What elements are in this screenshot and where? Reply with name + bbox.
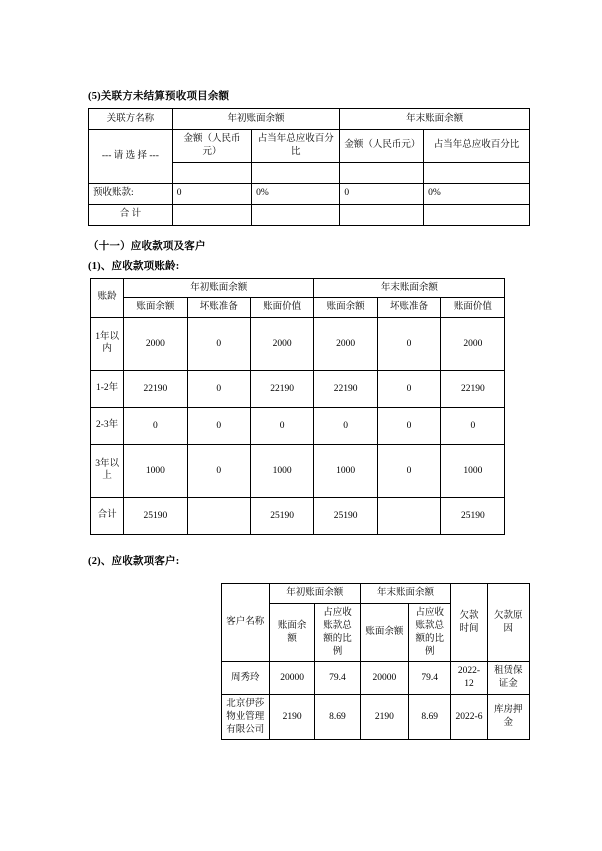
header-overdue-time: 欠款时间 — [451, 584, 487, 662]
subheader-end-book-balance: 账面余额 — [314, 298, 377, 318]
header-begin-balance: 年初账面余额 — [269, 584, 360, 604]
cell-customer-name: 周秀玲 — [221, 662, 269, 695]
cell: 0 — [187, 445, 250, 498]
cell: 1000 — [314, 445, 377, 498]
cell: 79.4 — [409, 662, 451, 695]
spacer-cell-1 — [172, 162, 251, 183]
subheader-end-amount: 金额（人民币元） — [340, 130, 424, 163]
spacer-2 — [88, 573, 530, 583]
cell: 22190 — [124, 371, 187, 408]
header-end-balance: 年末账面余额 — [360, 584, 451, 604]
cell-total-end-amount — [340, 204, 424, 225]
table-subheader-row — [91, 298, 505, 318]
cell: 0 — [187, 408, 250, 445]
table-row — [221, 694, 529, 739]
table-subheader-row — [89, 130, 530, 163]
spacer-cell-2 — [252, 162, 340, 183]
spacer-cell-3 — [340, 162, 424, 183]
cell: 2190 — [269, 694, 314, 739]
header-customer-name: 客户名称 — [221, 584, 269, 662]
cell-begin-amount: 0 — [172, 183, 251, 204]
cell: 25190 — [250, 498, 313, 535]
header-related-party-name: 关联方名称 — [89, 109, 173, 130]
subheader-end-pct: 占当年总应收百分比 — [424, 130, 530, 163]
cell: 2022-6 — [451, 694, 487, 739]
subheader-begin-pct: 占应收账款总额的比例 — [315, 604, 360, 662]
table-row — [91, 318, 505, 371]
row-label-total: 合 计 — [89, 204, 173, 225]
cell: 2000 — [441, 318, 505, 371]
subheader-end-book-balance: 账面余额 — [360, 604, 408, 662]
row-label-total: 合计 — [91, 498, 124, 535]
row-label-over-3-years: 3年以上 — [91, 445, 124, 498]
header-end-balance: 年末账面余额 — [340, 109, 530, 130]
table-header-row — [221, 584, 529, 604]
cell — [377, 498, 440, 535]
subheader-end-book-value: 账面价值 — [441, 298, 505, 318]
cell: 库房押金 — [487, 694, 529, 739]
cell: 0 — [314, 408, 377, 445]
cell: 2022-12 — [451, 662, 487, 695]
row-label-1-2-years: 1-2年 — [91, 371, 124, 408]
cell-begin-pct: 0% — [252, 183, 340, 204]
table-row — [91, 371, 505, 408]
cell: 0 — [187, 371, 250, 408]
cell: 0 — [187, 318, 250, 371]
row-label-2-3-years: 2-3年 — [91, 408, 124, 445]
section-title-customers: (2)、应收款项客户: — [88, 556, 180, 568]
aging-table-wrapper — [88, 278, 530, 536]
cell: 22190 — [314, 371, 377, 408]
subheader-begin-pct: 占当年总应收百分比 — [252, 130, 340, 163]
section-title-related-party: (5)关联方未结算预收项目余额 — [88, 91, 230, 102]
cell-customer-name: 北京伊莎物业管理有限公司 — [221, 694, 269, 739]
table-row — [91, 498, 505, 535]
cell: 22190 — [441, 371, 505, 408]
cell: 租赁保证金 — [487, 662, 529, 695]
subheader-begin-amount: 金额（人民币元） — [172, 130, 251, 163]
table-header-row — [89, 109, 530, 130]
cell: 0 — [124, 408, 187, 445]
cell-total-end-pct — [424, 204, 530, 225]
receivables-aging-table — [90, 278, 505, 536]
table-header-row — [91, 278, 505, 298]
cell: 20000 — [269, 662, 314, 695]
header-overdue-reason: 欠款原因 — [487, 584, 529, 662]
cell: 2000 — [124, 318, 187, 371]
section-title-receivables: （十一）应收款项及客户 — [88, 240, 206, 252]
cell: 20000 — [360, 662, 408, 695]
cell-end-pct: 0% — [424, 183, 530, 204]
cell: 0 — [377, 371, 440, 408]
table-row — [221, 662, 529, 695]
cell: 0 — [377, 318, 440, 371]
cell: 22190 — [250, 371, 313, 408]
header-begin-balance: 年初账面余额 — [172, 109, 340, 130]
receivables-customer-table — [221, 583, 530, 740]
header-aging: 账龄 — [91, 278, 124, 318]
subheader-begin-bad-debt: 坏账准备 — [187, 298, 250, 318]
table-row — [91, 445, 505, 498]
table-row — [89, 183, 530, 204]
cell: 1000 — [250, 445, 313, 498]
cell: 25190 — [441, 498, 505, 535]
cell: 25190 — [124, 498, 187, 535]
header-begin-balance: 年初账面余额 — [124, 278, 314, 298]
related-party-table-wrapper — [88, 108, 530, 226]
cell: 0 — [441, 408, 505, 445]
table-row — [89, 204, 530, 225]
cell: 0 — [377, 408, 440, 445]
cell-total-begin-amount — [172, 204, 251, 225]
select-dropdown[interactable]: --- 请 选 择 --- — [89, 130, 173, 184]
cell: 8.69 — [409, 694, 451, 739]
cell: 79.4 — [315, 662, 360, 695]
section-title-aging: (1)、应收款项账龄: — [88, 260, 180, 272]
cell: 0 — [250, 408, 313, 445]
row-label-advance: 预收账款: — [89, 183, 173, 204]
cell — [187, 498, 250, 535]
subheader-begin-book-balance: 账面余额 — [269, 604, 314, 662]
cell: 8.69 — [315, 694, 360, 739]
subheader-begin-book-balance: 账面余额 — [124, 298, 187, 318]
cell: 2000 — [250, 318, 313, 371]
cell: 1000 — [441, 445, 505, 498]
table-row — [91, 408, 505, 445]
related-party-balance-table — [88, 108, 530, 226]
cell: 2190 — [360, 694, 408, 739]
cell: 25190 — [314, 498, 377, 535]
subheader-end-bad-debt: 坏账准备 — [377, 298, 440, 318]
cell-end-amount: 0 — [340, 183, 424, 204]
row-label-within-1-year: 1年以内 — [91, 318, 124, 371]
customer-table-wrapper — [88, 583, 530, 740]
spacer-cell-4 — [424, 162, 530, 183]
cell-total-begin-pct — [252, 204, 340, 225]
subheader-end-pct: 占应收账款总额的比例 — [409, 604, 451, 662]
cell: 0 — [377, 445, 440, 498]
cell: 2000 — [314, 318, 377, 371]
header-end-balance: 年末账面余额 — [314, 278, 505, 298]
cell: 1000 — [124, 445, 187, 498]
subheader-begin-book-value: 账面价值 — [250, 298, 313, 318]
spacer — [88, 539, 530, 553]
